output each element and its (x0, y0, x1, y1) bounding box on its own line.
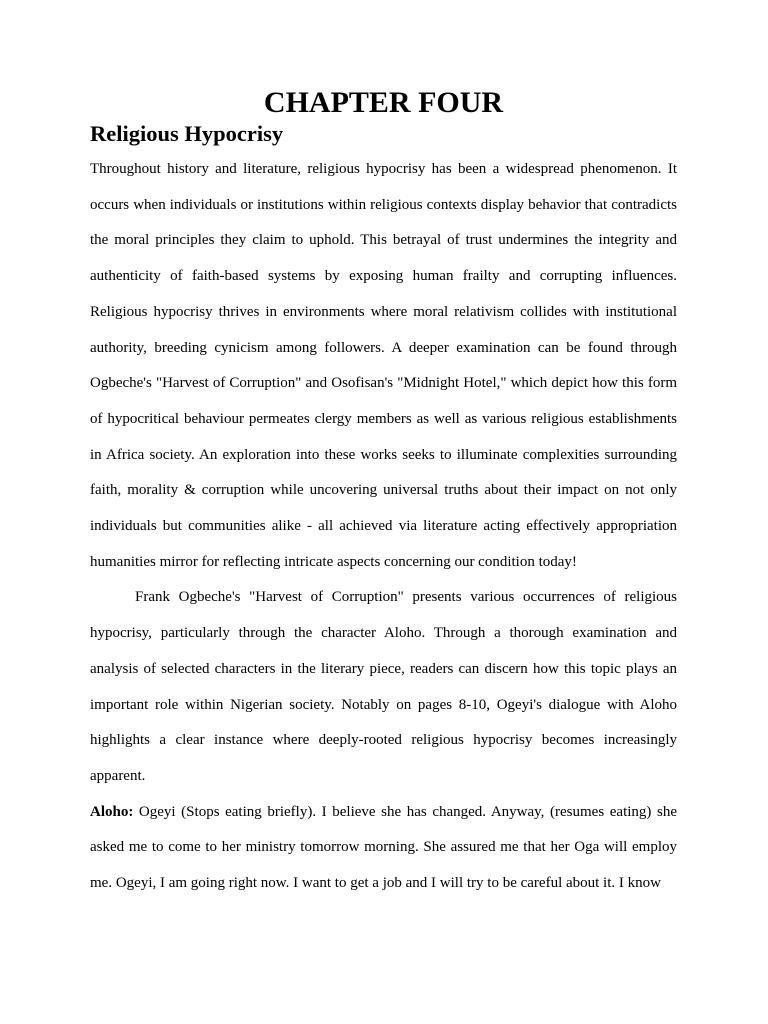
section-title: Religious Hypocrisy (90, 121, 284, 146)
document-page (90, 86, 677, 902)
dialogue-text: Ogeyi (Stops eating briefly). I believe she has changed. Anyway, (resumes eating) she asked me to come to her ministry tomorrow morning. She assured me that her Oga will employ me. Ogeyi, I am going right now. I want to get a job and I will try to be careful about it. I know (90, 803, 677, 892)
paragraph-intro: Throughout history and literature, religious hypocrisy has been a widespread phenomenon. It occurs when individuals or institutions within religious contexts display behavior that contradicts the moral principles they claim to uphold. This betrayal of trust undermines the integrity and authenticity of faith-based systems by exposing human frailty and corrupting influences. Religious hypocrisy thrives in environments where moral relativism collides with institutional authority, breeding cynicism among followers. A deeper examination can be found through Ogbeche's "Harvest of Corruption" and Osofisan's "Midnight Hotel," which depict how this form of hypocritical behaviour permeates clergy members as well as various religious establishments in Africa society. An exploration into these works seeks to illuminate complexities surrounding faith, morality & corruption while uncovering universal truths about their impact on not only individuals but communities alike - all achieved via literature acting effectively appropriation humanities mirror for reflecting intricate aspects concerning our condition today! (90, 161, 677, 570)
chapter-title: CHAPTER FOUR (263, 86, 504, 119)
paragraph-harvest-of-corruption: Frank Ogbeche's "Harvest of Corruption" presents various occurrences of religious hypocrisy, particularly through the character Aloho. Through a thorough examination and analysis of selected characters in the literary piece, readers can discern how this topic plays an important role within Nigerian society. Notably on pages 8-10, Ogeyi's dialogue with Aloho highlights a clear instance where deeply-rooted religious hypocrisy becomes increasingly apparent. (90, 589, 677, 784)
dialogue-paragraph (90, 795, 677, 902)
dialogue-speaker: Aloho: (90, 803, 134, 820)
